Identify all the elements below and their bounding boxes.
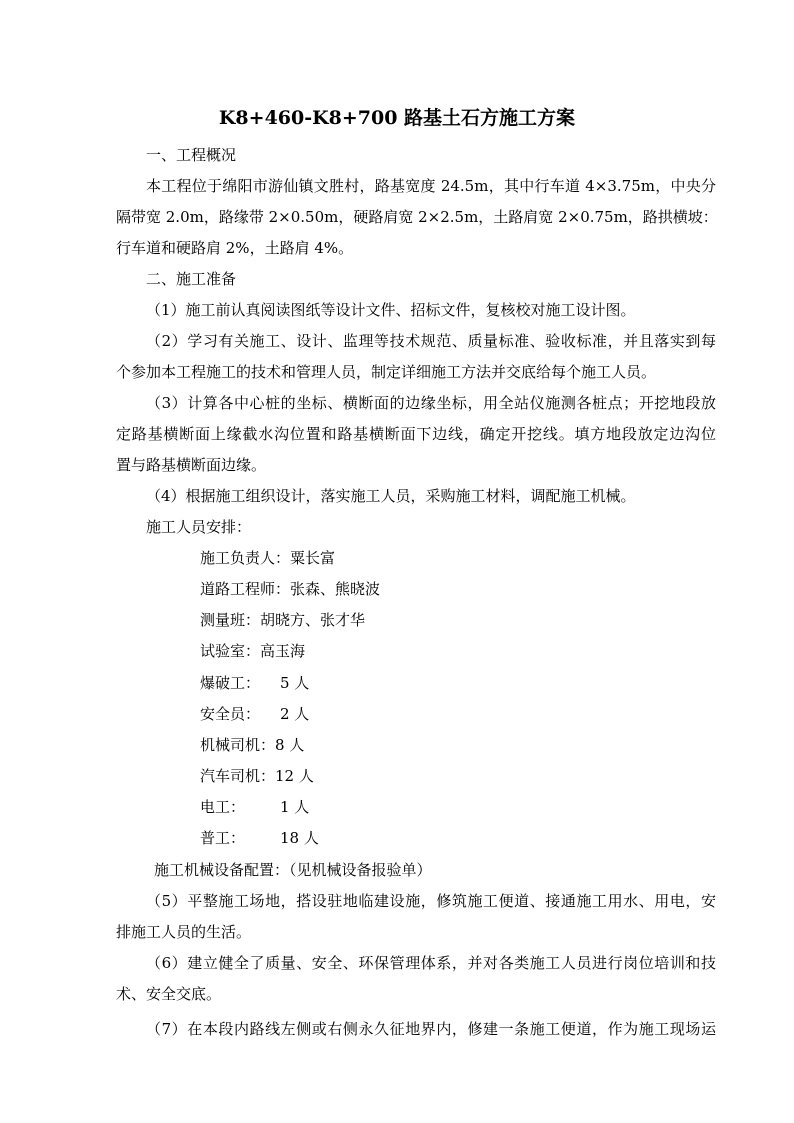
staff-value: 8 人 <box>275 736 305 754</box>
prep-item-1: （1）施工前认真阅读图纸等设计文件、招标文件，复核校对施工设计图。 <box>146 301 636 319</box>
staff-value: 高玉海 <box>260 642 306 660</box>
prep-item-7-line-1: （7）在本段内路线左侧或右侧永久征地界内，修建一条施工便道，作为施工现场运 <box>146 1020 716 1038</box>
overview-line-3: 行车道和硬路肩 2%，土路肩 4%。 <box>116 239 354 257</box>
section-heading-overview: 一、工程概况 <box>146 146 237 164</box>
staff-value: 5 人 <box>280 674 310 692</box>
overview-line-2: 隔带宽 2.0m，路缘带 2×0.50m，硬路肩宽 2×2.5m，土路肩宽 2×0.75m，路拱横坡： <box>116 208 718 226</box>
prep-item-3-line-2: 定路基横断面上缘截水沟位置和路基横断面下边线，确定开挖线。填方地段放定边沟位 <box>116 425 716 443</box>
staff-role: 爆破工： <box>200 674 261 692</box>
overview-line-1: 本工程位于绵阳市游仙镇文胜村，路基宽度 24.5m，其中行车道 4×3.75m，中央分 <box>146 177 716 195</box>
staff-row <box>200 766 314 786</box>
staff-role: 试验室： <box>200 642 261 660</box>
staff-role: 安全员： <box>200 705 261 723</box>
staff-value: 18 人 <box>280 829 319 847</box>
staff-value: 粟长富 <box>290 549 336 567</box>
staff-row <box>200 797 309 817</box>
staff-heading: 施工人员安排： <box>146 518 252 536</box>
staff-row <box>200 828 319 848</box>
staff-role: 汽车司机： <box>200 767 276 785</box>
prep-item-2-line-1: （2）学习有关施工、设计、监理等技术规范、质量标准、验收标准，并且落实到每 <box>146 332 716 350</box>
prep-item-5-line-1: （5）平整施工场地，搭设驻地临建设施，修筑施工便道、接通施工用水、用电，安 <box>146 892 716 910</box>
prep-item-6-line-1: （6）建立健全了质量、安全、环保管理体系，并对各类施工人员进行岗位培训和技 <box>146 954 716 972</box>
staff-role: 测量班： <box>200 611 261 629</box>
staff-row <box>200 548 335 568</box>
staff-row <box>200 673 309 693</box>
prep-item-3-line-1: （3）计算各中心桩的坐标、横断面的边缘坐标，用全站仪施测各桩点；开挖地段放 <box>146 394 716 412</box>
staff-row <box>200 610 365 630</box>
prep-item-3-line-3: 置与路基横断面边缘。 <box>116 456 267 474</box>
staff-row <box>200 735 304 755</box>
staff-value: 12 人 <box>275 767 314 785</box>
staff-value: 2 人 <box>280 705 310 723</box>
staff-value: 张森、熊晓波 <box>290 580 381 598</box>
equipment-line: 施工机械设备配置：（见机械设备报验单） <box>154 861 432 879</box>
staff-value: 1 人 <box>280 798 310 816</box>
prep-item-2-line-2: 个参加本工程施工的技术和管理人员，制定详细施工方法并交底给每个施工人员。 <box>116 363 657 381</box>
prep-item-4: （4）根据施工组织设计，落实施工人员，采购施工材料，调配施工机械。 <box>146 487 636 505</box>
staff-row <box>200 704 309 724</box>
prep-item-6-line-2: 术、安全交底。 <box>116 985 222 1003</box>
staff-role: 普工： <box>200 829 246 847</box>
document-title: K8+460-K8+700 路基土石方施工方案 <box>218 107 576 129</box>
staff-role: 电工： <box>200 798 246 816</box>
prep-item-5-line-2: 排施工人员的生活。 <box>116 923 252 941</box>
staff-role: 道路工程师： <box>200 580 291 598</box>
section-heading-preparation: 二、施工准备 <box>146 270 237 288</box>
staff-role: 机械司机： <box>200 736 276 754</box>
staff-value: 胡晓方、张才华 <box>260 611 366 629</box>
staff-row <box>200 579 380 599</box>
staff-row <box>200 641 305 661</box>
staff-role: 施工负责人： <box>200 549 291 567</box>
